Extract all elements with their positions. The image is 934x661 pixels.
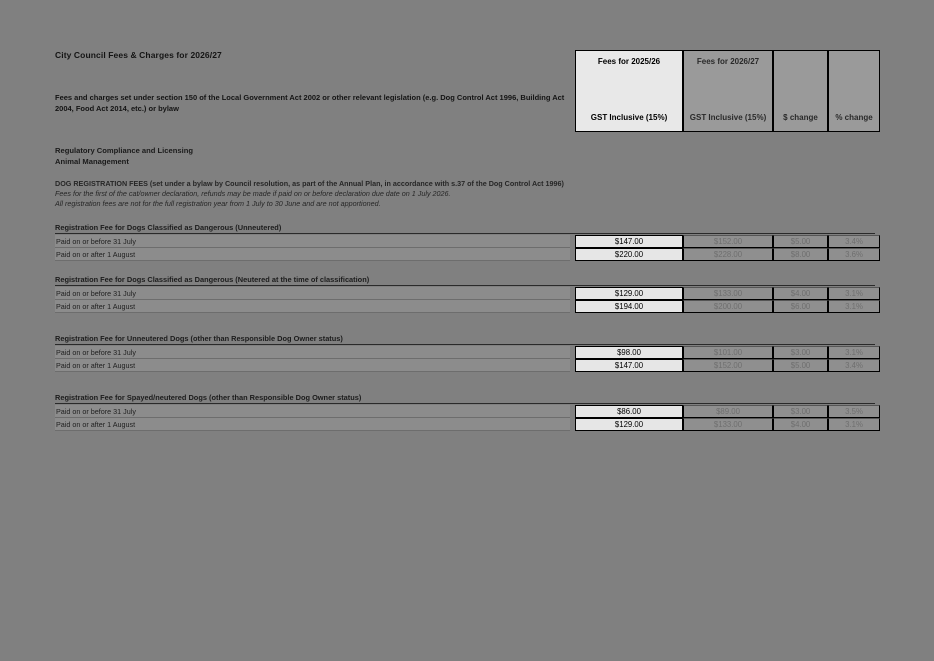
percent-change[interactable]: 3.6%: [828, 248, 880, 261]
fee-values: [575, 405, 880, 418]
table-row[interactable]: [55, 418, 875, 431]
table-row[interactable]: [55, 287, 875, 300]
column-header-line2: GST Inclusive (15%): [689, 113, 767, 122]
percent-change[interactable]: 3.1%: [828, 346, 880, 359]
percent-change[interactable]: 3.4%: [828, 359, 880, 372]
dollar-change[interactable]: $4.00: [773, 287, 828, 300]
notes-block: [55, 179, 875, 209]
document-header: [55, 50, 875, 132]
fee-label: Paid on or after 1 August: [55, 248, 570, 261]
fee-values: [575, 359, 880, 372]
spacer: [55, 313, 875, 320]
table-row[interactable]: [55, 359, 875, 372]
percent-change[interactable]: 3.4%: [828, 235, 880, 248]
fee-group-title: Registration Fee for Spayed/neutered Dogs (other than Responsible Dog Owner status): [55, 393, 875, 404]
fee-group-title: Registration Fee for Dogs Classified as Dangerous (Unneutered): [55, 223, 875, 234]
column-header-line1: Fees for 2026/27: [696, 57, 760, 66]
fee-2025-26[interactable]: $129.00: [575, 418, 683, 431]
fee-values: [575, 235, 880, 248]
note-registration-fees: DOG REGISTRATION FEES (set under a bylaw by Council resolution, as part of the Annual Plan, in accordance with s.37 of the Dog Control Act 1996): [55, 179, 564, 188]
fee-2026-27[interactable]: $152.00: [683, 359, 773, 372]
fee-2026-27[interactable]: $101.00: [683, 346, 773, 359]
fee-label: Paid on or before 31 July: [55, 287, 570, 300]
section-headings: [55, 146, 875, 167]
fee-2025-26[interactable]: $194.00: [575, 300, 683, 313]
fee-label: Paid on or before 31 July: [55, 346, 570, 359]
fee-group-dangerous-neutered: [55, 275, 875, 313]
fee-2025-26[interactable]: $129.00: [575, 287, 683, 300]
fee-label: Paid on or before 31 July: [55, 235, 570, 248]
section-animal-management: Animal Management: [55, 156, 129, 166]
percent-change[interactable]: 3.1%: [828, 418, 880, 431]
fee-values: [575, 346, 880, 359]
fee-group-unneutered: [55, 334, 875, 372]
column-header-fees-2026-27: [683, 50, 773, 132]
fee-group-dangerous-unneutered: [55, 223, 875, 261]
fee-2026-27[interactable]: $200.00: [683, 300, 773, 313]
fee-group-spayed-neutered: [55, 393, 875, 431]
fee-values: [575, 287, 880, 300]
dollar-change[interactable]: $3.00: [773, 346, 828, 359]
fee-2026-27[interactable]: $89.00: [683, 405, 773, 418]
title-block: [55, 50, 570, 113]
column-headers: [575, 50, 880, 132]
fee-2026-27[interactable]: $228.00: [683, 248, 773, 261]
fee-2025-26[interactable]: $220.00: [575, 248, 683, 261]
page-title: City Council Fees & Charges for 2026/27: [55, 50, 222, 60]
dollar-change[interactable]: $5.00: [773, 235, 828, 248]
fee-2025-26[interactable]: $147.00: [575, 235, 683, 248]
fee-values: [575, 418, 880, 431]
spacer: [55, 372, 875, 379]
page-subtitle: Fees and charges set under section 150 of the Local Government Act 2002 or other relevant legislation (e.g. Dog Control Act 1996, Building Act 2004, Food Act 2014, etc.) or bylaw: [55, 93, 565, 113]
fee-values: [575, 248, 880, 261]
dollar-change[interactable]: $3.00: [773, 405, 828, 418]
percent-change[interactable]: 3.5%: [828, 405, 880, 418]
column-header-dollar-change: [773, 50, 828, 132]
dollar-change[interactable]: $5.00: [773, 359, 828, 372]
fee-2026-27[interactable]: $152.00: [683, 235, 773, 248]
fee-values: [575, 300, 880, 313]
fee-2025-26[interactable]: $98.00: [575, 346, 683, 359]
fee-group-title: Registration Fee for Unneutered Dogs (other than Responsible Dog Owner status): [55, 334, 875, 345]
column-header-line1: Fees for 2025/26: [597, 57, 661, 66]
table-row[interactable]: [55, 405, 875, 418]
column-header-percent-change: [828, 50, 880, 132]
column-header-fees-2025-26: [575, 50, 683, 132]
fee-2026-27[interactable]: $133.00: [683, 287, 773, 300]
dollar-change[interactable]: $6.00: [773, 300, 828, 313]
note-apportionment: All registration fees are not for the full registration year from 1 July to 30 June and are not apportioned.: [55, 199, 381, 208]
note-discount: Fees for the first of the cat/owner declaration, refunds may be made if paid on or before declaration due date on 1 July 2026.: [55, 189, 451, 198]
table-row[interactable]: [55, 346, 875, 359]
table-row[interactable]: [55, 300, 875, 313]
fee-label: Paid on or after 1 August: [55, 300, 570, 313]
fees-document: [55, 50, 875, 431]
fee-label: Paid on or after 1 August: [55, 418, 570, 431]
fee-2026-27[interactable]: $133.00: [683, 418, 773, 431]
fee-group-title: Registration Fee for Dogs Classified as Dangerous (Neutered at the time of classification): [55, 275, 875, 286]
column-header-line2: $ change: [783, 113, 818, 122]
fee-label: Paid on or before 31 July: [55, 405, 570, 418]
percent-change[interactable]: 3.1%: [828, 287, 880, 300]
dollar-change[interactable]: $4.00: [773, 418, 828, 431]
table-row[interactable]: [55, 235, 875, 248]
column-header-line2: % change: [835, 113, 873, 122]
percent-change[interactable]: 3.1%: [828, 300, 880, 313]
section-regulatory-compliance: Regulatory Compliance and Licensing: [55, 146, 193, 155]
fee-2025-26[interactable]: $86.00: [575, 405, 683, 418]
table-row[interactable]: [55, 248, 875, 261]
dollar-change[interactable]: $8.00: [773, 248, 828, 261]
fee-2025-26[interactable]: $147.00: [575, 359, 683, 372]
fee-label: Paid on or after 1 August: [55, 359, 570, 372]
column-header-line2: GST Inclusive (15%): [590, 113, 668, 122]
